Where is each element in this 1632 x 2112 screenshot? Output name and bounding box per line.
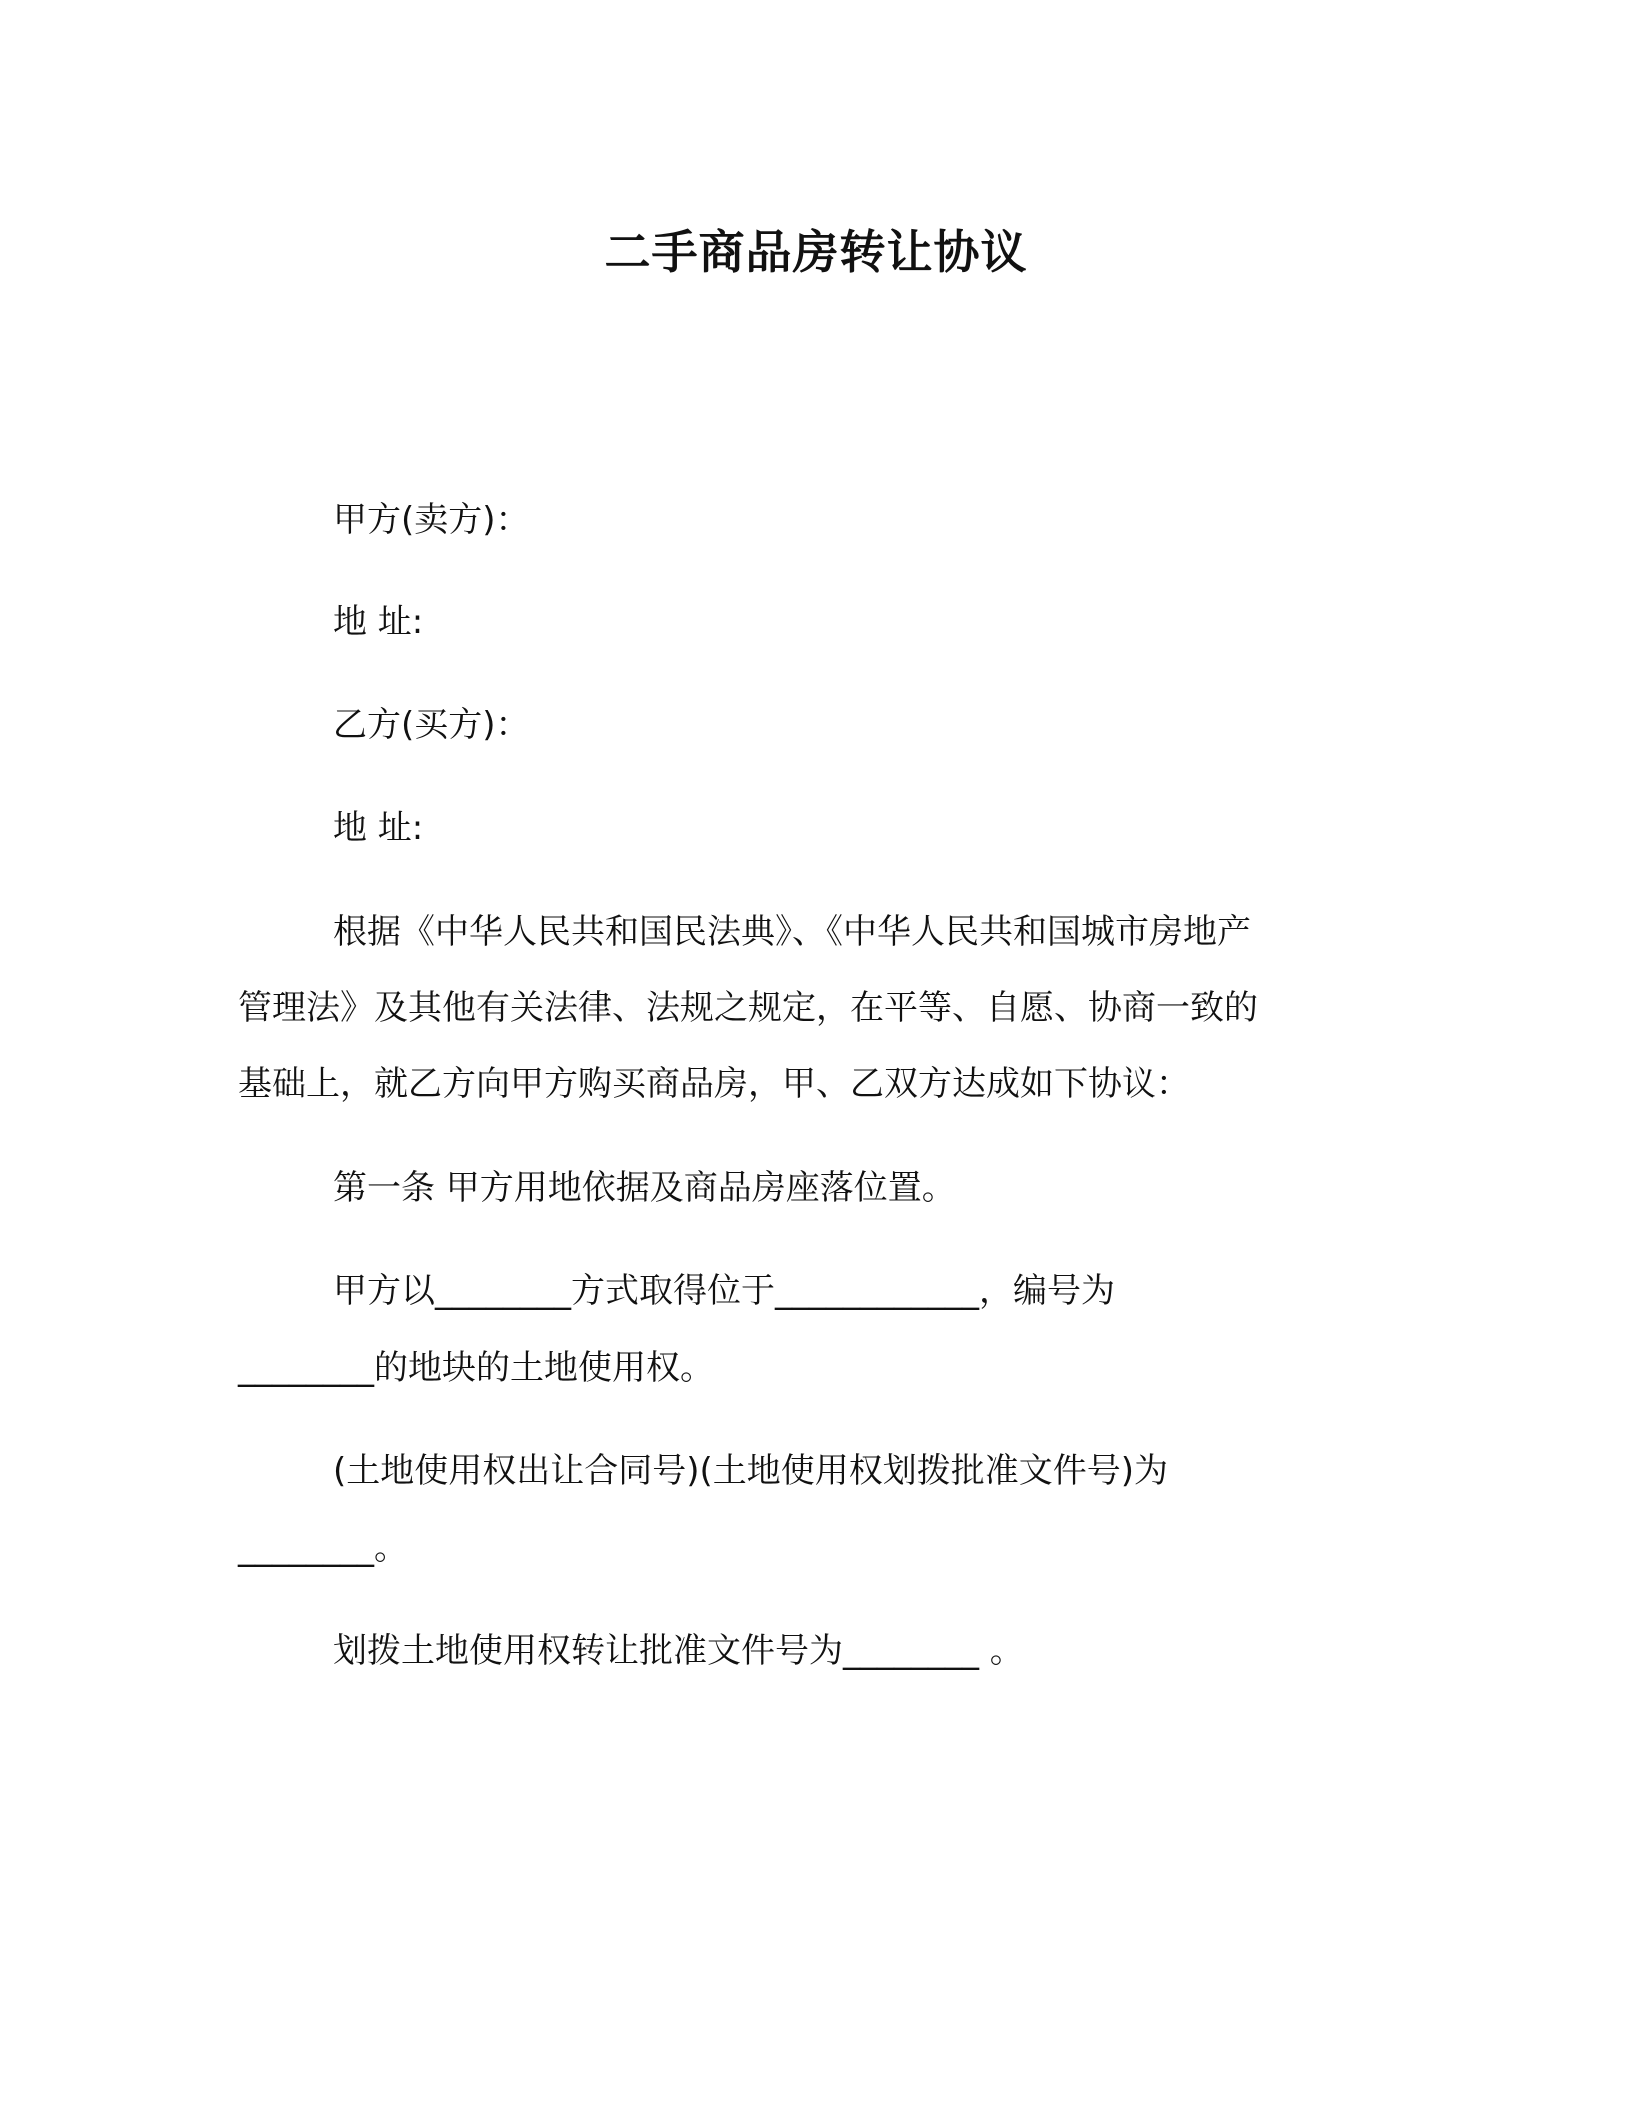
article-1-heading: 第一条 甲方用地依据及商品房座落位置。 <box>333 1168 956 1208</box>
preamble-line-3: 基础上，就乙方向甲方购买商品房，甲、乙双方达成如下协议： <box>238 1064 1190 1104</box>
preamble-line-1: 根据《中华人民共和国民法典》、《中华人民共和国城市房地产 <box>333 912 1251 952</box>
article-1-para-3: 划拨土地使用权转让批准文件号为________ 。 <box>333 1631 1024 1671</box>
article-1-para-1-line-2: ________的地块的土地使用权。 <box>238 1348 714 1388</box>
party-a-label: 甲方(卖方)： <box>333 500 530 540</box>
article-1-para-2-line-1: (土地使用权出让合同号)(土地使用权划拨批准文件号)为 <box>333 1451 1169 1491</box>
article-1-para-2-line-2: ________。 <box>238 1528 408 1568</box>
party-a-address-label: 地 址: <box>333 602 424 642</box>
preamble-line-2: 管理法》及其他有关法律、法规之规定，在平等、自愿、协商一致的 <box>238 988 1258 1028</box>
party-b-label: 乙方(买方)： <box>333 705 530 745</box>
document-title: 二手商品房转让协议 <box>604 225 1028 279</box>
party-b-address-label: 地 址: <box>333 808 424 848</box>
article-1-para-1-line-1: 甲方以________方式取得位于____________，编号为 <box>333 1271 1115 1311</box>
